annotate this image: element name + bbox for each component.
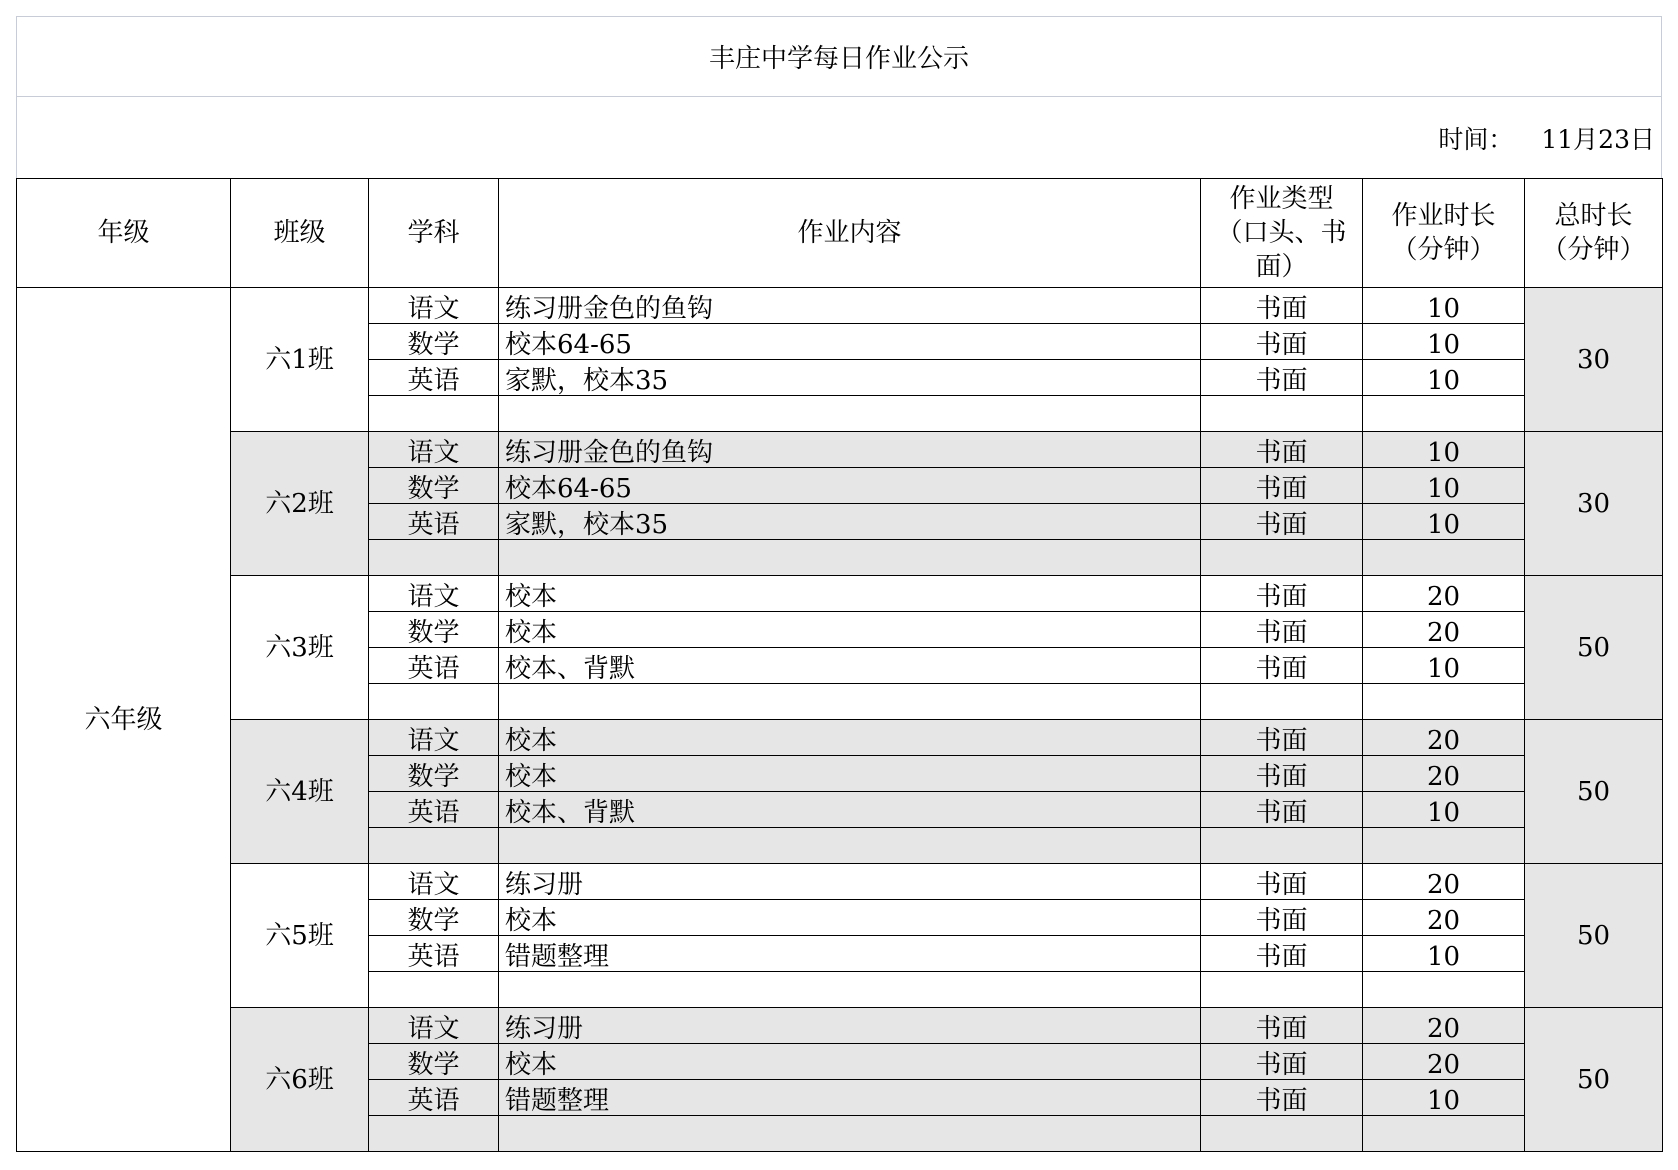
type-cell: 书面 [1201, 864, 1363, 900]
class-cell: 六3班 [231, 576, 369, 720]
content-cell: 校本 [499, 720, 1201, 756]
subject-cell: 英语 [369, 648, 499, 684]
header-content: 作业内容 [499, 179, 1201, 288]
type-cell: 书面 [1201, 432, 1363, 468]
minutes-cell: 20 [1363, 1008, 1525, 1044]
content-cell: 校本 [499, 900, 1201, 936]
minutes-cell: 10 [1363, 468, 1525, 504]
header-total-line2: （分钟） [1541, 235, 1646, 265]
header-type [1201, 179, 1363, 288]
type-cell: 书面 [1201, 1080, 1363, 1116]
type-cell: 书面 [1201, 1008, 1363, 1044]
content-cell: 练习册金色的鱼钩 [499, 288, 1201, 324]
type-cell [1201, 540, 1363, 576]
minutes-cell: 20 [1363, 612, 1525, 648]
content-cell: 校本64-65 [499, 468, 1201, 504]
content-cell [499, 828, 1201, 864]
class-cell: 六4班 [231, 720, 369, 864]
date-label: 时间： [1438, 124, 1514, 154]
subject-cell [369, 972, 499, 1008]
type-cell: 书面 [1201, 324, 1363, 360]
minutes-cell: 20 [1363, 756, 1525, 792]
type-cell: 书面 [1201, 468, 1363, 504]
type-cell: 书面 [1201, 612, 1363, 648]
subject-cell: 英语 [369, 792, 499, 828]
type-cell: 书面 [1201, 900, 1363, 936]
subject-cell [369, 396, 499, 432]
minutes-cell: 20 [1363, 900, 1525, 936]
header-duration [1363, 179, 1525, 288]
content-cell: 练习册金色的鱼钩 [499, 432, 1201, 468]
minutes-cell [1363, 1116, 1525, 1152]
total-cell: 50 [1525, 864, 1663, 1008]
table-row [17, 288, 1663, 324]
homework-table [16, 178, 1663, 1152]
subject-cell: 语文 [369, 720, 499, 756]
type-cell: 书面 [1201, 360, 1363, 396]
header-duration-line1: 作业时长 [1391, 201, 1496, 231]
date-value: 11月23日 [1541, 124, 1655, 154]
header-total [1525, 179, 1663, 288]
total-cell: 50 [1525, 1008, 1663, 1152]
subject-cell: 语文 [369, 864, 499, 900]
date-row [16, 96, 1662, 178]
header-total-line1: 总时长 [1554, 201, 1633, 231]
type-cell: 书面 [1201, 576, 1363, 612]
minutes-cell: 10 [1363, 648, 1525, 684]
subject-cell: 数学 [369, 756, 499, 792]
homework-sheet [16, 16, 1662, 1152]
content-cell: 校本、背默 [499, 648, 1201, 684]
type-cell: 书面 [1201, 1044, 1363, 1080]
minutes-cell: 10 [1363, 324, 1525, 360]
content-cell: 家默，校本35 [499, 504, 1201, 540]
minutes-cell: 20 [1363, 1044, 1525, 1080]
total-cell: 30 [1525, 432, 1663, 576]
subject-cell [369, 1116, 499, 1152]
subject-cell: 数学 [369, 468, 499, 504]
subject-cell: 英语 [369, 360, 499, 396]
minutes-cell: 10 [1363, 360, 1525, 396]
subject-cell: 数学 [369, 612, 499, 648]
total-cell: 50 [1525, 720, 1663, 864]
subject-cell: 语文 [369, 432, 499, 468]
type-cell: 书面 [1201, 792, 1363, 828]
header-class: 班级 [231, 179, 369, 288]
minutes-cell: 20 [1363, 720, 1525, 756]
content-cell [499, 684, 1201, 720]
content-cell: 练习册 [499, 864, 1201, 900]
type-cell: 书面 [1201, 504, 1363, 540]
subject-cell: 数学 [369, 324, 499, 360]
header-row [17, 179, 1663, 288]
type-cell: 书面 [1201, 720, 1363, 756]
subject-cell: 语文 [369, 288, 499, 324]
content-cell: 错题整理 [499, 1080, 1201, 1116]
minutes-cell [1363, 828, 1525, 864]
type-cell: 书面 [1201, 936, 1363, 972]
content-cell [499, 1116, 1201, 1152]
content-cell: 校本 [499, 1044, 1201, 1080]
table-row [17, 432, 1663, 468]
minutes-cell: 10 [1363, 288, 1525, 324]
type-cell: 书面 [1201, 648, 1363, 684]
type-cell [1201, 684, 1363, 720]
minutes-cell: 20 [1363, 576, 1525, 612]
minutes-cell [1363, 684, 1525, 720]
total-cell: 30 [1525, 288, 1663, 432]
class-cell: 六2班 [231, 432, 369, 576]
total-cell: 50 [1525, 576, 1663, 720]
type-cell [1201, 396, 1363, 432]
sheet-title: 丰庄中学每日作业公示 [708, 44, 969, 74]
header-type-line1: 作业类型 [1229, 184, 1334, 214]
class-cell: 六5班 [231, 864, 369, 1008]
type-cell [1201, 1116, 1363, 1152]
content-cell: 家默，校本35 [499, 360, 1201, 396]
minutes-cell: 10 [1363, 792, 1525, 828]
content-cell: 校本64-65 [499, 324, 1201, 360]
minutes-cell: 10 [1363, 936, 1525, 972]
subject-cell: 英语 [369, 1080, 499, 1116]
minutes-cell: 10 [1363, 432, 1525, 468]
class-cell: 六6班 [231, 1008, 369, 1152]
subject-cell [369, 828, 499, 864]
table-row [17, 864, 1663, 900]
content-cell [499, 972, 1201, 1008]
header-grade: 年级 [17, 179, 231, 288]
header-type-line2: （口头、书 [1216, 218, 1347, 248]
type-cell [1201, 972, 1363, 1008]
header-duration-line2: （分钟） [1391, 235, 1496, 265]
type-cell: 书面 [1201, 288, 1363, 324]
content-cell [499, 540, 1201, 576]
minutes-cell: 10 [1363, 1080, 1525, 1116]
content-cell: 校本 [499, 612, 1201, 648]
content-cell: 错题整理 [499, 936, 1201, 972]
minutes-cell [1363, 396, 1525, 432]
type-cell [1201, 828, 1363, 864]
grade-cell: 六年级 [17, 288, 231, 1152]
content-cell: 练习册 [499, 1008, 1201, 1044]
content-cell [499, 396, 1201, 432]
minutes-cell: 10 [1363, 504, 1525, 540]
minutes-cell [1363, 972, 1525, 1008]
table-row [17, 720, 1663, 756]
subject-cell: 语文 [369, 576, 499, 612]
sheet-title-row [16, 16, 1662, 96]
header-subject: 学科 [369, 179, 499, 288]
minutes-cell: 20 [1363, 864, 1525, 900]
table-row [17, 576, 1663, 612]
subject-cell: 数学 [369, 900, 499, 936]
content-cell: 校本、背默 [499, 792, 1201, 828]
subject-cell [369, 684, 499, 720]
table-row [17, 1008, 1663, 1044]
subject-cell: 英语 [369, 936, 499, 972]
subject-cell [369, 540, 499, 576]
minutes-cell [1363, 540, 1525, 576]
table-body [17, 288, 1663, 1152]
content-cell: 校本 [499, 576, 1201, 612]
header-type-line3: 面） [1255, 252, 1308, 282]
type-cell: 书面 [1201, 756, 1363, 792]
class-cell: 六1班 [231, 288, 369, 432]
subject-cell: 数学 [369, 1044, 499, 1080]
content-cell: 校本 [499, 756, 1201, 792]
subject-cell: 英语 [369, 504, 499, 540]
subject-cell: 语文 [369, 1008, 499, 1044]
